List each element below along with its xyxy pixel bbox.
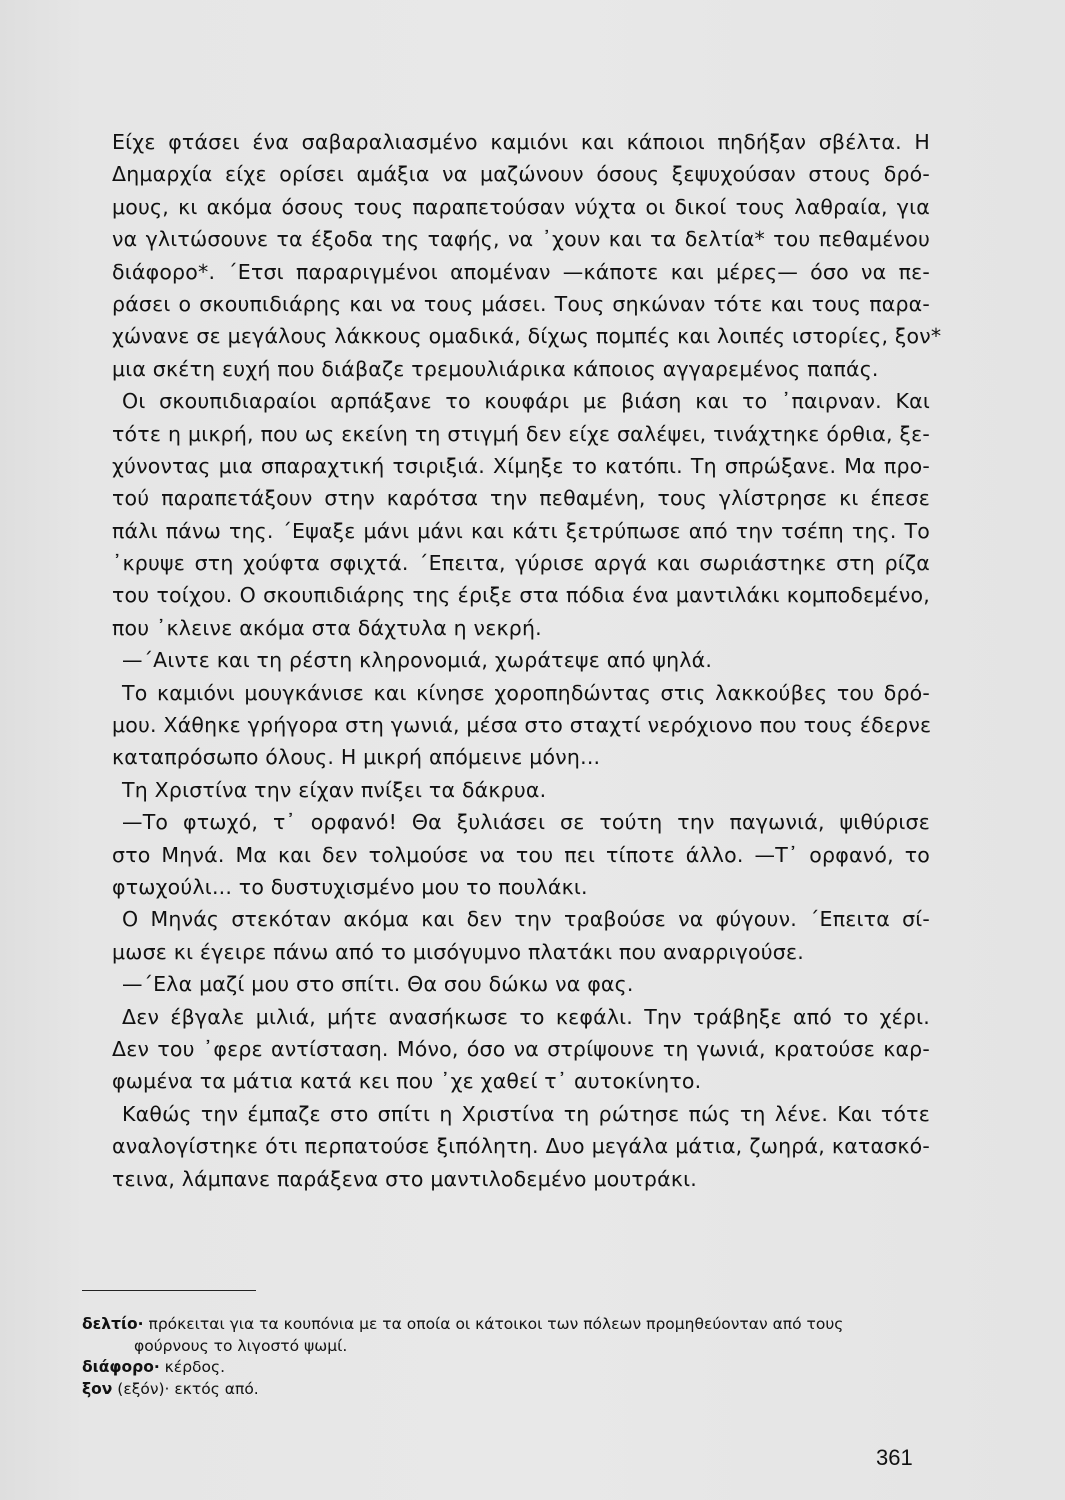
text-line: διάφορο*. ΄Ετσι παραριγμένοι απομέναν —κάποτε και μέρες— όσο να πε- [112,259,930,284]
text-line: μους, κι ακόμα όσους τους παραπετούσαν νύχτα οι δικοί τους λαθραία, για [112,194,930,219]
text-line: να γλιτώσουνε τα έξοδα της ταφής, να ᾿χουν και τα δελτία* του πεθαμένου [112,227,930,252]
footnote-divider [82,1290,256,1291]
text-line: ᾿κρυψε στη χούφτα σφιχτά. ΄Επειτα, γύρισε αργά και σωριάστηκε στη ρίζα [112,551,930,576]
text-line: Δημαρχία είχε ορίσει αμάξια να μαζώνουν όσους ξεψυχούσαν στους δρό- [112,162,930,187]
text-line: μου. Χάθηκε γρήγορα στη γωνιά, μέσα στο σταχτί νερόχιονο που τους έδερνε [112,713,932,738]
footnote-text: κέρδος. [159,1358,226,1376]
text-line: τεινα, λάμπανε παράξενα στο μαντιλοδεμένο μουτράκι. [112,1166,697,1191]
footnotes [82,1314,932,1400]
text-line: Καθώς την έμπαζε στο σπίτι η Χριστίνα τη ρώτησε πώς τη λένε. Και τότε [122,1101,930,1126]
text-line: πάλι πάνω της. ΄Εψαξε μάνι μάνι και κάτι ξετρύπωσε από την τσέπη της. Το [112,518,930,543]
footnote [82,1314,932,1357]
text-line: ράσει ο σκουπιδιάρης και να τους μάσει. Τους σηκώναν τότε και τους παρα- [112,291,930,316]
footnote-text: (εξόν)· εκτός από. [112,1379,259,1398]
text-line: Δεν του ᾿φερε αντίσταση. Μόνο, όσο να στρίψουνε τη γωνιά, κρατούσε καρ- [112,1036,930,1061]
footnote-term: ξον [82,1379,113,1398]
text-line: φωμένα τα μάτια κατά κει που ᾿χε χαθεί τ᾿ αυτοκίνητο. [112,1069,702,1094]
footnote [82,1357,932,1379]
text-line: τού παραπετάξουν στην καρότσα την πεθαμένη, τους γλίστρησε κι έπεσε [112,486,930,511]
text-line: Το καμιόνι μουγκάνισε και κίνησε χοροπηδώντας στις λακκούβες του δρό- [122,680,930,705]
footnote-continuation: φούρνους το λιγοστό ψωμί. [134,1336,348,1355]
text-line: Οι σκουπιδιαραίοι αρπάξανε το κουφάρι με βιάση και το ᾿παιρναν. Και [122,389,930,414]
text-line: —Το φτωχό, τ᾿ ορφανό! Θα ξυλιάσει σε τούτη την παγωνιά, ψιθύρισε [122,810,930,835]
text-line: τότε η μικρή, που ως εκείνη τη στιγμή δεν είχε σαλέψει, τινάχτηκε όρθια, ξε- [112,421,930,446]
text-line: μια σκέτη ευχή που διάβαζε τρεμουλιάρικα κάποιος αγγαρεμένος παπάς. [112,356,879,381]
body-text [112,126,942,1195]
footnote-text: πρόκειται για τα κουπόνια με τα οποία οι κάτοικοι των πόλεων προμηθεύονταν από τους [143,1315,844,1333]
footnote-term: δελτίο· [82,1315,144,1333]
text-line: καταπρόσωπο όλους. Η μικρή απόμεινε μόνη... [112,745,601,770]
page-number: 361 [876,1445,913,1470]
text-line: Ο Μηνάς στεκόταν ακόμα και δεν την τραβούσε να φύγουν. ΄Επειτα σί- [122,907,930,932]
text-line: —΄Ελα μαζί μου στο σπίτι. Θα σου δώκω να φας. [122,972,634,997]
footnote-term: διάφορο· [82,1358,160,1376]
text-line: του τοίχου. Ο σκουπιδιάρης της έριξε στα πόδια ένα μαντιλάκι κομποδεμένο, [112,583,930,608]
text-line: που ᾿κλεινε ακόμα στα δάχτυλα η νεκρή. [112,615,542,640]
text-line: φτωχούλι... το δυστυχισμένο μου το πουλάκι. [112,874,588,899]
text-line: αναλογίστηκε ότι περπατούσε ξιπόλητη. Δυο μεγάλα μάτια, ζωηρά, κατασκό- [112,1134,930,1159]
text-line: χώνανε σε μεγάλους λάκκους ομαδικά, δίχως πομπές και λοιπές ιστορίες, ξον* [112,324,942,349]
text-line: Δεν έβγαλε μιλιά, μήτε ανασήκωσε το κεφάλι. Την τράβηξε από το χέρι. [122,1004,930,1029]
text-line: Τη Χριστίνα την είχαν πνίξει τα δάκρυα. [122,777,547,802]
text-line: —΄Αιντε και τη ρέστη κληρονομιά, χωράτεψε από ψηλά. [122,648,713,673]
footnote [82,1379,932,1401]
text-line: χύνοντας μια σπαραχτική τσιριξιά. Χίμηξε το κατόπι. Τη σπρώξανε. Μα προ- [112,453,930,478]
text-line: Είχε φτάσει ένα σαβαραλιασμένο καμιόνι και κάποιοι πηδήξαν σβέλτα. Η [112,130,930,154]
text-line: στο Μηνά. Μα και δεν τολμούσε να του πει τίποτε άλλο. —Τ᾿ ορφανό, το [112,842,930,867]
text-line: μωσε κι έγειρε πάνω από το μισόγυμνο πλατάκι που αναρριγούσε. [112,939,804,964]
